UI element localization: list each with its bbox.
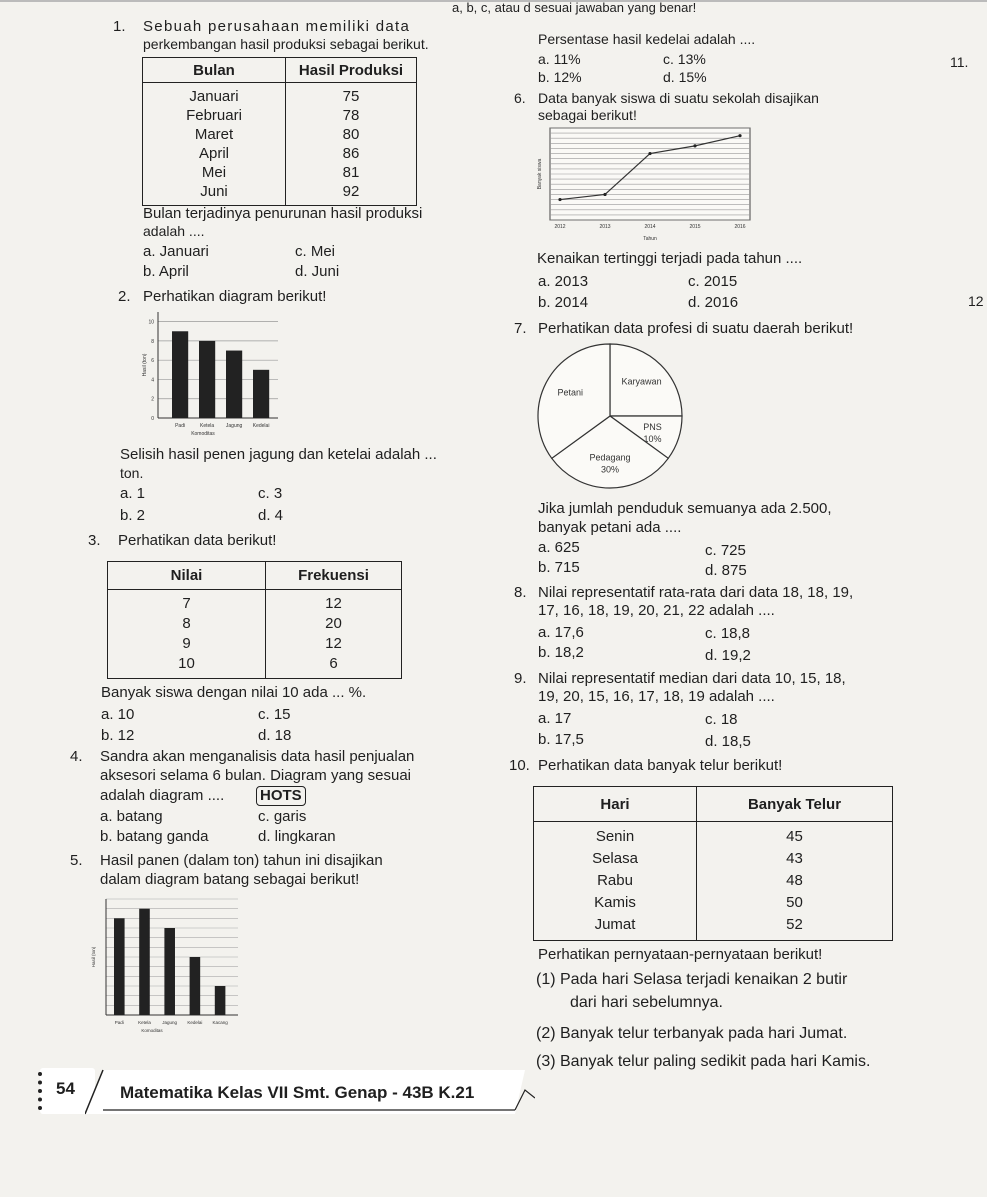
q3-number: 3.: [88, 532, 101, 549]
q1-value-jun: 92: [342, 183, 360, 200]
q1-col-bulan: Bulan: [143, 58, 286, 83]
q5-xtick-kacang: Kacang: [212, 1020, 228, 1025]
q7-pie-chart: [532, 340, 712, 496]
footer-page-number: 54: [56, 1079, 75, 1098]
q8-text-line2: 17, 16, 18, 19, 20, 21, 22 adalah ....: [538, 602, 775, 619]
q10-egg-table: [533, 786, 893, 941]
q4-option-c[interactable]: c. garis: [258, 808, 307, 825]
q5-number: 5.: [70, 852, 83, 869]
q3-frequency-table: [107, 561, 402, 679]
q8-option-d[interactable]: d. 19,2: [705, 647, 751, 664]
q8-text-line1: Nilai representatif rata-rata dari data 18, 18, 19,: [538, 584, 854, 601]
q9-number: 9.: [514, 670, 527, 687]
q5-xtick-padi: Padi: [114, 1020, 124, 1025]
q7-option-d[interactable]: d. 875: [705, 562, 747, 579]
q1-value-cell: [286, 83, 417, 206]
q1-question-line2: adalah ....: [143, 223, 205, 239]
q10-col-hari: Hari: [534, 787, 697, 822]
footer-book-title: Matematika Kelas VII Smt. Genap - 43B K.21: [120, 1083, 475, 1102]
q1-value-mei: 81: [342, 164, 360, 181]
q2-ytick: 8: [151, 338, 154, 345]
q5-text-line1: Hasil panen (dalam ton) tahun ini disajikan: [100, 852, 383, 869]
q1-value-feb: 78: [342, 107, 360, 124]
q1-month-jun: Juni: [200, 183, 228, 200]
q2-ylabel: Hasil (ton): [142, 353, 148, 377]
q2-ytick: 10: [148, 319, 154, 326]
q5-option-a[interactable]: a. 11%: [538, 51, 581, 67]
q3-option-d[interactable]: d. 18: [258, 727, 292, 744]
q2-ytick: 0: [151, 416, 154, 422]
q3-option-a[interactable]: a. 10: [101, 706, 135, 723]
q5-option-b[interactable]: b. 12%: [538, 69, 582, 85]
q1-value-apr: 86: [342, 145, 360, 162]
q6-line-chart: [536, 124, 754, 246]
q2-xtick-jagung: Jagung: [225, 423, 243, 429]
q1-option-c[interactable]: c. Mei: [295, 243, 336, 260]
q2-option-a[interactable]: a. 1: [120, 485, 146, 502]
q7-value-pns: 10%: [643, 433, 662, 444]
q10-hari-jumat: Jumat: [594, 916, 636, 933]
q6-question: Kenaikan tertinggi terjadi pada tahun ....: [537, 250, 803, 267]
q6-point-2012: [558, 198, 561, 201]
q10-statement-2: (2) Banyak telur terbanyak pada hari Jumat.: [536, 1025, 848, 1042]
q5-bar-kedelai: [190, 957, 201, 1015]
q9-option-c[interactable]: c. 18: [705, 711, 738, 728]
q6-point-2015: [693, 144, 696, 147]
q2-number: 2.: [118, 288, 131, 305]
q5-xlabel: Komoditas: [141, 1028, 163, 1033]
q10-number: 10.: [509, 757, 530, 774]
q5-xtick-ketela: Ketela: [138, 1020, 151, 1025]
q7-label-karyawan: Karyawan: [621, 376, 662, 387]
q3-frek-8: 20: [325, 615, 342, 632]
margin-number-12: 12: [968, 293, 984, 309]
q9-option-d[interactable]: d. 18,5: [705, 733, 751, 750]
q6-number: 6.: [514, 90, 526, 106]
q4-number: 4.: [70, 748, 83, 765]
q6-point-2014: [648, 152, 651, 155]
q6-xlabel: Tahun: [643, 236, 657, 242]
q10-col-telur: Banyak Telur: [697, 787, 893, 822]
q10-statement-1-cont: dari hari sebelumnya.: [570, 994, 723, 1011]
q1-value-jan: 75: [342, 88, 360, 105]
q10-telur-kamis: 50: [786, 894, 803, 911]
q8-option-a[interactable]: a. 17,6: [538, 624, 584, 641]
q8-option-c[interactable]: c. 18,8: [705, 625, 751, 642]
q3-frekuensi-cell: [266, 590, 402, 679]
q1-month-jan: Januari: [189, 88, 239, 105]
q5-bar-ketela: [139, 909, 150, 1015]
q7-option-a[interactable]: a. 625: [538, 539, 580, 556]
q10-telur-rabu: 48: [786, 872, 803, 889]
q2-option-b[interactable]: b. 2: [120, 507, 146, 524]
q10-hari-senin: Senin: [595, 828, 635, 845]
q3-nilai-8: 8: [182, 615, 191, 632]
q8-option-b[interactable]: b. 18,2: [538, 644, 584, 661]
q6-ylabel: Banyak siswa: [537, 158, 543, 190]
q4-text-line3: adalah diagram ....: [100, 787, 225, 804]
q1-col-hasil: Hasil Produksi: [286, 58, 417, 83]
q6-xtick-2014: 2014: [644, 224, 656, 230]
q7-text: Perhatikan data profesi di suatu daerah berikut!: [538, 320, 854, 337]
q2-xtick-ketela: Ketela: [200, 423, 215, 429]
q1-option-a[interactable]: a. Januari: [143, 243, 209, 260]
q2-xtick-kedelai: Kedelai: [252, 423, 270, 429]
q5-xtick-kedelai: Kedelai: [187, 1020, 203, 1025]
q2-ytick: 6: [151, 358, 154, 365]
q1-production-table: [142, 57, 417, 206]
q2-bar-ketela: [199, 341, 215, 418]
q3-col-nilai: Nilai: [108, 562, 266, 590]
q2-bar-kedelai: [253, 370, 269, 418]
q10-hari-selasa: Selasa: [592, 850, 638, 867]
q8-number: 8.: [514, 584, 527, 601]
q5-ylabel: Hasil (ton): [91, 946, 96, 968]
q3-frek-10: 6: [329, 655, 338, 672]
q3-nilai-9: 9: [182, 635, 191, 652]
q10-telur-senin: 45: [786, 828, 803, 845]
q2-question-line2: ton.: [120, 465, 144, 481]
q7-label-petani: Petani: [557, 387, 583, 398]
q5-bar-jagung: [164, 928, 175, 1015]
q4-hots-badge: HOTS: [256, 786, 306, 806]
q1-text-line2: perkembangan hasil produksi sebagai berikut.: [143, 36, 429, 52]
q3-nilai-10: 10: [178, 655, 195, 672]
q10-telur-jumat: 52: [786, 916, 803, 933]
q6-text-line1: Data banyak siswa di suatu sekolah disajikan: [538, 90, 819, 106]
footer-page-dots: [38, 1072, 46, 1110]
q5-bar-chart: [90, 893, 240, 1045]
q4-text-line1: Sandra akan menganalisis data hasil penjualan: [100, 748, 415, 765]
q5-bar-padi: [114, 918, 125, 1015]
q10-telur-cell: [697, 822, 893, 941]
q6-option-a[interactable]: a. 2013: [538, 273, 589, 290]
q7-question-line2: banyak petani ada ....: [538, 519, 682, 536]
q4-option-d[interactable]: d. lingkaran: [258, 828, 336, 845]
q10-hari-rabu: Rabu: [597, 872, 633, 889]
q1-value-mar: 80: [342, 126, 360, 143]
q2-ytick: 4: [151, 377, 154, 384]
q2-xlabel: Komoditas: [191, 431, 215, 437]
header-text: a, b, c, atau d sesuai jawaban yang benar!: [452, 0, 697, 15]
q3-question: Banyak siswa dengan nilai 10 ada ... %.: [101, 684, 367, 701]
q9-option-b[interactable]: b. 17,5: [538, 731, 584, 748]
q4-option-a[interactable]: a. batang: [100, 808, 163, 825]
q5-text-line2: dalam diagram batang sebagai berikut!: [100, 871, 360, 888]
q5-option-d[interactable]: d. 15%: [663, 69, 707, 85]
q6-xtick-2016: 2016: [734, 224, 746, 230]
q4-text-line2: aksesori selama 6 bulan. Diagram yang sesuai: [100, 767, 411, 784]
q6-option-b[interactable]: b. 2014: [538, 294, 589, 311]
q2-option-c[interactable]: c. 3: [258, 485, 283, 502]
q2-option-d[interactable]: d. 4: [258, 507, 284, 524]
q10-hari-kamis: Kamis: [594, 894, 636, 911]
q1-text-line1: Sebuah perusahaan memiliki data: [143, 18, 411, 35]
q6-point-2016: [738, 134, 741, 137]
q3-nilai-cell: [108, 590, 266, 679]
q6-option-c[interactable]: c. 2015: [688, 273, 738, 290]
q6-xtick-2015: 2015: [689, 224, 701, 230]
q2-bar-chart: [140, 306, 280, 442]
q6-xtick-2012: 2012: [554, 224, 566, 230]
q5-xtick-jagung: Jagung: [162, 1020, 178, 1025]
q6-option-d[interactable]: d. 2016: [688, 294, 739, 311]
q7-option-c[interactable]: c. 725: [705, 542, 746, 559]
q3-option-b[interactable]: b. 12: [101, 727, 135, 744]
margin-number-11: 11.: [950, 54, 969, 70]
q3-option-c[interactable]: c. 15: [258, 706, 291, 723]
q1-option-d[interactable]: d. Juni: [295, 263, 340, 280]
q1-month-mar: Maret: [194, 126, 234, 143]
q10-hari-cell: [534, 822, 697, 941]
q10-text: Perhatikan data banyak telur berikut!: [538, 757, 783, 774]
q3-frek-9: 12: [325, 635, 342, 652]
q1-month-feb: Februari: [186, 107, 242, 124]
q7-value-pedagang: 30%: [600, 464, 620, 475]
q7-question-line1: Jika jumlah penduduk semuanya ada 2.500,: [538, 500, 832, 517]
q9-text-line1: Nilai representatif median dari data 10, 15, 18,: [538, 670, 846, 687]
q7-label-pedagang: Pedagang: [589, 452, 631, 463]
q1-question-line1: Bulan terjadinya penurunan hasil produksi: [143, 205, 423, 222]
q6-text-line2: sebagai berikut!: [538, 107, 637, 123]
q7-label-pns: PNS: [643, 421, 662, 432]
q10-statement-3: (3) Banyak telur paling sedikit pada hari Kamis.: [536, 1053, 871, 1070]
q2-text: Perhatikan diagram berikut!: [143, 288, 327, 305]
q2-ytick: 2: [151, 396, 154, 403]
q5-continuation: Persentase hasil kedelai adalah ....: [538, 31, 756, 47]
q3-col-frekuensi: Frekuensi: [266, 562, 402, 590]
q2-question-line1: Selisih hasil penen jagung dan ketelai adalah ...: [120, 446, 437, 463]
q1-month-cell: [143, 83, 286, 206]
q5-option-c[interactable]: c. 13%: [663, 51, 706, 67]
q7-number: 7.: [514, 320, 527, 337]
q10-statement-1: (1) Pada hari Selasa terjadi kenaikan 2 butir: [536, 971, 848, 988]
q6-xtick-2013: 2013: [599, 224, 611, 230]
q10-telur-selasa: 43: [786, 850, 803, 867]
q3-frek-7: 12: [325, 595, 342, 612]
q2-bar-jagung: [226, 351, 242, 418]
q6-point-2013: [603, 193, 606, 196]
q5-bar-kacang: [215, 986, 226, 1015]
q7-option-b[interactable]: b. 715: [538, 559, 580, 576]
q9-text-line2: 19, 20, 15, 16, 17, 18, 19 adalah ....: [538, 688, 775, 705]
q1-month-apr: April: [198, 145, 229, 162]
header-strip: [0, 0, 987, 16]
q1-number: 1.: [113, 18, 126, 35]
q4-option-b[interactable]: b. batang ganda: [100, 828, 209, 845]
q10-statement-intro: Perhatikan pernyataan-pernyataan berikut!: [538, 946, 823, 963]
q1-option-b[interactable]: b. April: [143, 263, 189, 280]
q1-month-mei: Mei: [201, 164, 227, 181]
q3-nilai-7: 7: [182, 595, 191, 612]
q9-option-a[interactable]: a. 17: [538, 710, 572, 727]
q2-xtick-padi: Padi: [175, 423, 186, 429]
q3-text: Perhatikan data berikut!: [118, 532, 277, 549]
q2-bar-padi: [172, 331, 188, 418]
